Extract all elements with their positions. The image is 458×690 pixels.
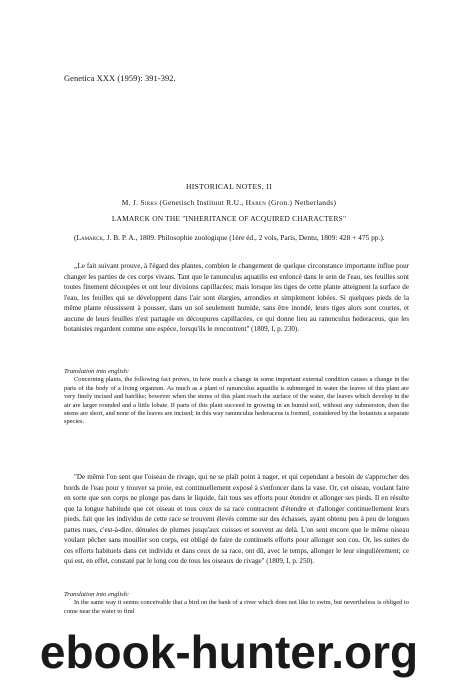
author-initials: M. J. — [121, 198, 141, 207]
translation-section-1 — [64, 368, 409, 427]
author-location: (Gron.) Netherlands) — [266, 198, 337, 207]
author-city: Haren — [245, 198, 267, 207]
watermark — [0, 618, 458, 690]
reference-text: , J. B. P. A., 1809. Philosophie zoologique (1ère éd., 2 vols, Paris, Dentu, 1809: 428 + 475 pp.). — [102, 233, 385, 242]
watermark-text: ebook-hunter.org — [39, 626, 419, 678]
article-title: HISTORICAL NOTES, II — [186, 182, 272, 191]
watermark-graphic — [0, 618, 458, 690]
quote-french-1: ,,Le fait suivant prouve, à l'égard des plantes, combien le changement de quelque circonstance importante influe pour changer les parties de ces corps vivans. Tant que le ranunculus aquatilis est enfoncé dans le sein de l'eau, ses feuilles sont toutes finement découpées et ont leur divisions capillacées; mais lorsque les tiges de cette plante atteignent la surface de l'eau, les feuilles qui se développent dans l'air sont élargies, arrondies et simplement lobées. Si quelques pieds de la même plante réussissent à pousser, dans un sol seulement humide, sans être inondé, leurs tiges alors sont courtes, et aucune de leurs feuilles n'est partagée en découpures capillacées, ce qui donne lieu au ranunculus hederaceus, que les botanistes regardent comme une espèce, lorsqu'ils le rencontrent" (1809, I, p. 230). — [64, 262, 409, 333]
author-institute: (Genetisch Instituut R.U., — [157, 198, 246, 207]
translation-section-2 — [64, 591, 409, 616]
journal-citation: Genetica XXX (1959): 391-392. — [64, 74, 176, 83]
author-name: Sirks — [140, 198, 158, 207]
article-subtitle: LAMARCK ON THE "INHERITANCE OF ACQUIRED CHARACTERS" — [111, 214, 347, 223]
author-line — [0, 198, 458, 207]
translation-label-1: Translation into english: — [64, 368, 130, 375]
translation-label-2: Translation into english: — [64, 591, 130, 598]
reference-author: Lamarck — [76, 233, 103, 242]
quote-french-2: "De même l'on sent que l'oiseau de rivage, qui ne se plaît point à nager, et qui cependant a besoin de s'approcher des bords de l'eau pour y trouver sa proie, est continuellement exposé à s'enfoncer dans la vase. Or, cet oiseau, voulant faire en sorte que son corps ne plonge pas dans le liquide, fait tous ses efforts pour étendre et allonger ses pieds. Il en résulte que la longue habitude que cet oiseau et tous ceux de sa race contractent d'étendre et d'allonger continuellement leurs pieds, fait que les individus de cette race se trouvent élevés comme sur des échasses, ayant obtenu peu à peu de longues pattes nues, c'est-à-dire, dénuées de plumes jusqu'aux cuisses et souvent au delà. L'on sent encore que le même oiseau voulant pêcher sans mouiller son corps, est obligé de faire de continuels efforts pour allonger son cou. Or, les suites de ces efforts habituels dans cet individu et dans ceux de sa race, ont dû, avec le temps, allonger le leur singulièrement; ce qui est, en effet, constaté par le long cou de tous les oiseaux de rivage" (1809, I, p. 250). — [64, 473, 409, 565]
translation-text-1: Concerning plants, the following fact proves, in how much a change in some important external condition causes a change in the parts of the body of a living organism. As much as a plant of ranunculus aquatilis is submerged in water the leaves of this plant are very finely incised and hairlike; however when the stems of this plant reach the surface of the water, the leaves which develop in the air are larger rounded and a little lobate. If parts of this plant succeed in growing in an humid soil, without any submersion, then the stems are short, and none of the leaves are incised; in this way ranunculus hederaceus is formed, considered by the botanists a separate species. — [64, 376, 409, 426]
bibliographic-reference: (Lamarck, J. B. P. A., 1809. Philosophie zoologique (1ère éd., 2 vols, Paris, Dentu, 1809: 428 + 475 pp.). — [74, 233, 385, 242]
translation-text-2: In the same way it seems conceivable that a bird on the bank of a river which does not like to swim, but nevertheless is obliged to come near the water to find — [64, 599, 409, 615]
